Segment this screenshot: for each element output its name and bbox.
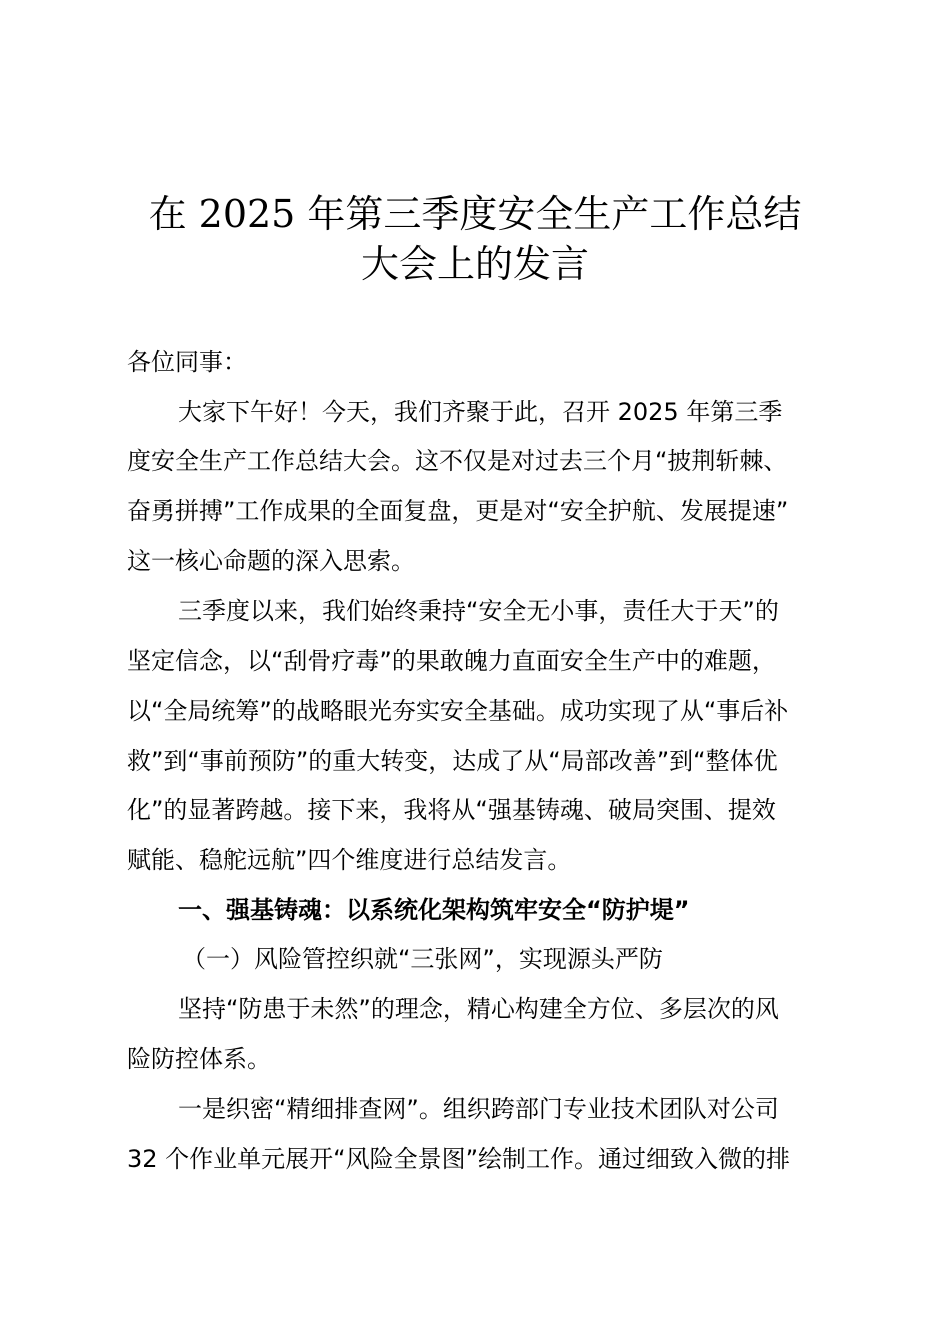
paragraph-line: 化”的显著跨越。接下来，我将从“强基铸魂、破局突围、提效 <box>127 796 776 824</box>
section-heading: 一、强基铸魂：以系统化架构筑牢安全“防护堤” <box>178 896 690 924</box>
paragraph-line: 坚持“防患于未然”的理念，精心构建全方位、多层次的风 <box>178 995 779 1023</box>
document-title-line-2: 大会上的发言 <box>360 242 589 286</box>
paragraph-line: 险防控体系。 <box>127 1045 271 1073</box>
paragraph-line: 奋勇拼搏”工作成果的全面复盘，更是对“安全护航、发展提速” <box>127 497 789 525</box>
paragraph-line: 度安全生产工作总结大会。这不仅是对过去三个月“披荆斩棘、 <box>127 447 788 475</box>
paragraph-line: 大家下午好！今天，我们齐聚于此，召开 2025 年第三季 <box>178 398 783 426</box>
document-title-line-1: 在 2025 年第三季度安全生产工作总结 <box>148 192 802 236</box>
salutation: 各位同事： <box>127 348 247 376</box>
paragraph-line: 这一核心命题的深入思索。 <box>127 547 415 575</box>
paragraph-line: 一是织密“精细排查网”。组织跨部门专业技术团队对公司 <box>178 1095 779 1123</box>
paragraph-line: 救”到“事前预防”的重大转变，达成了从“局部改善”到“整体优 <box>127 747 778 775</box>
paragraph-line: 坚定信念，以“刮骨疗毒”的果敢魄力直面安全生产中的难题， <box>127 647 776 675</box>
paragraph-line: 赋能、稳舵远航”四个维度进行总结发言。 <box>127 846 572 874</box>
subsection-heading: （一）风险管控织就“三张网”，实现源头严防 <box>182 945 663 973</box>
paragraph-line: 三季度以来，我们始终秉持“安全无小事，责任大于天”的 <box>178 597 779 625</box>
paragraph-line: 以“全局统筹”的战略眼光夯实安全基础。成功实现了从“事后补 <box>127 697 789 725</box>
paragraph-line: 32 个作业单元展开“风险全景图”绘制工作。通过细致入微的排 <box>127 1145 791 1173</box>
